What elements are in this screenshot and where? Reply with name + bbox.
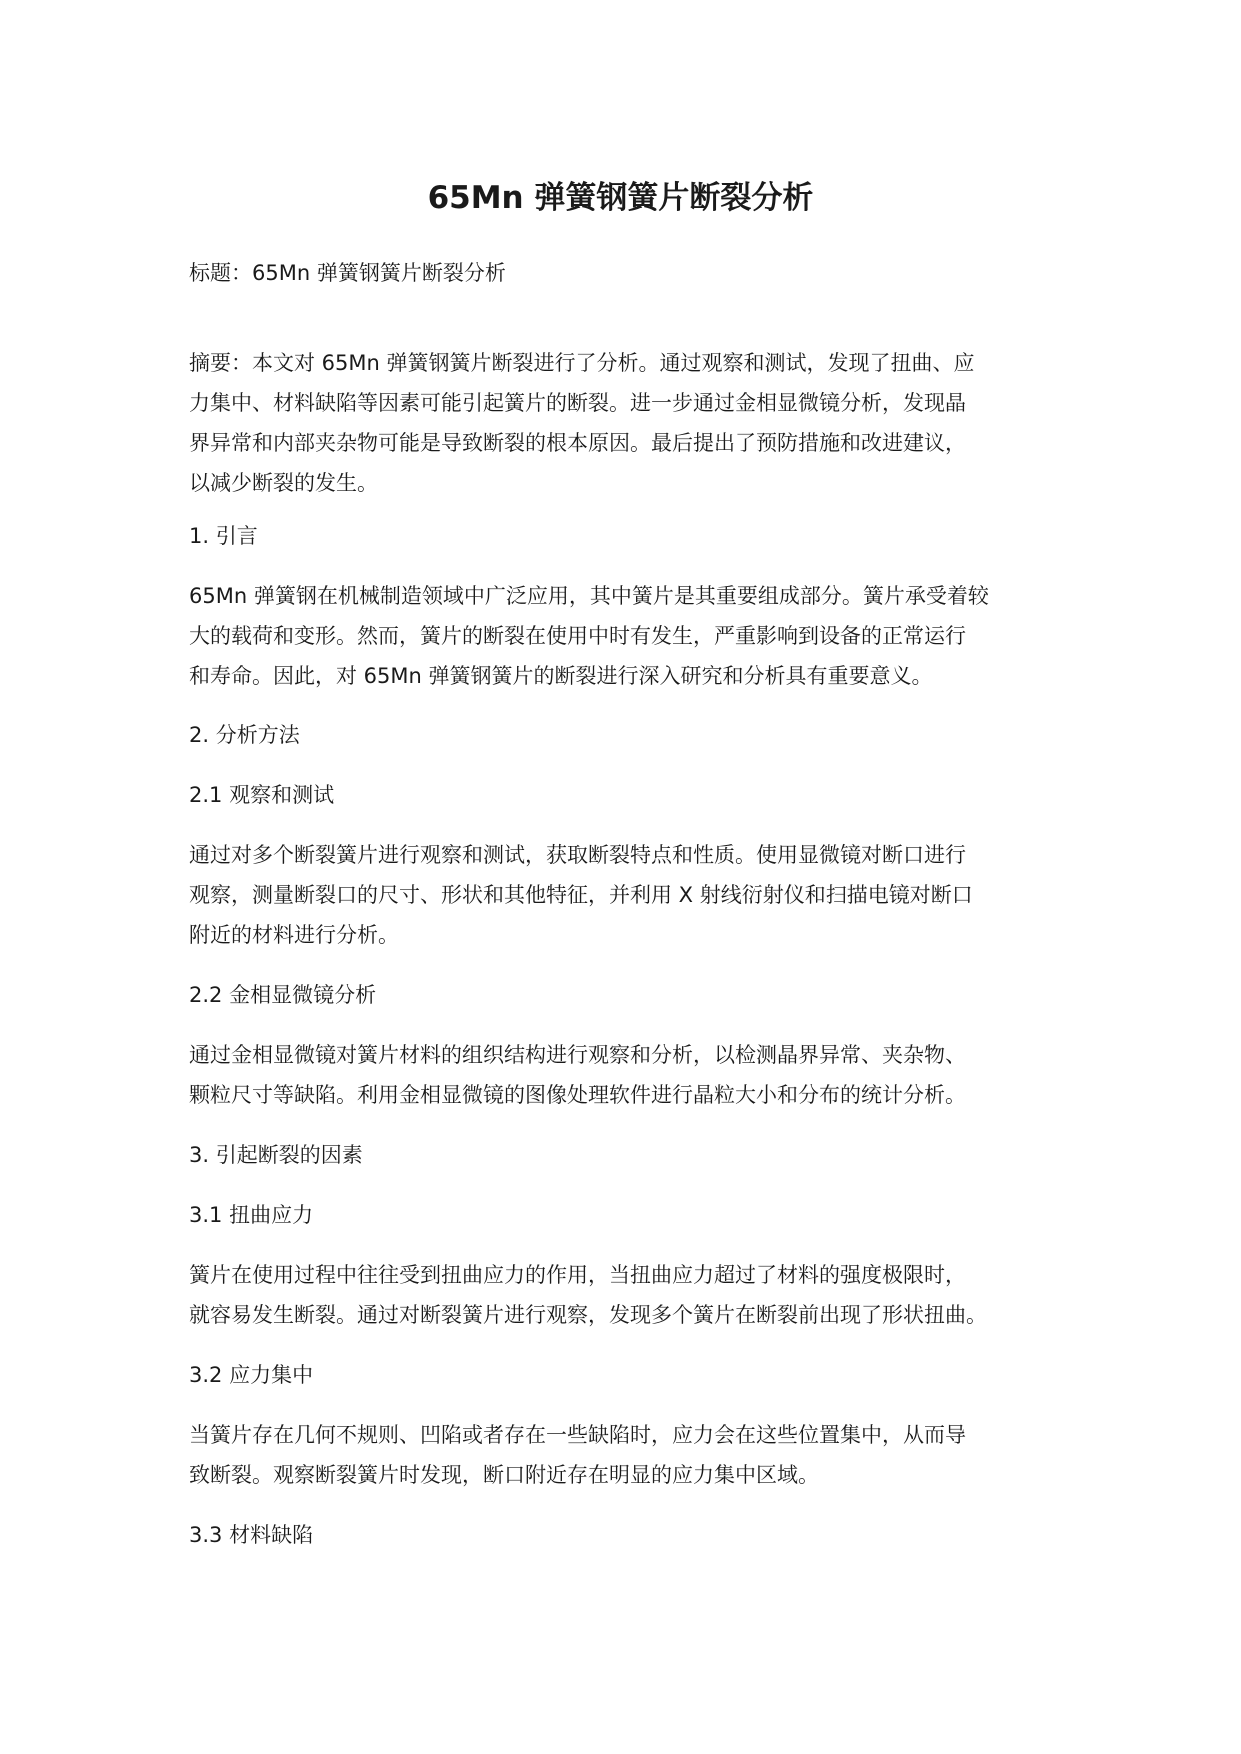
- paragraph-line: 通过金相显微镜对簧片材料的组织结构进行观察和分析，以检测晶界异常、夹杂物、: [189, 1043, 966, 1067]
- paragraph-line: 颗粒尺寸等缺陷。利用金相显微镜的图像处理软件进行晶粒大小和分布的统计分析。: [189, 1083, 966, 1107]
- section-2-1-paragraph: [189, 835, 1069, 955]
- paragraph-line: 簧片在使用过程中往往受到扭曲应力的作用，当扭曲应力超过了材料的强度极限时，: [189, 1263, 966, 1287]
- paragraph-line: 观察，测量断裂口的尺寸、形状和其他特征，并利用 X 射线衍射仪和扫描电镜对断口: [189, 883, 973, 907]
- section-3-heading: 3. 引起断裂的因素: [189, 1143, 363, 1167]
- paragraph-line: 65Mn 弹簧钢在机械制造领域中广泛应用，其中簧片是其重要组成部分。簧片承受着较: [189, 584, 989, 608]
- section-1-heading: 1. 引言: [189, 524, 258, 548]
- section-3-1-heading: 3.1 扭曲应力: [189, 1203, 314, 1227]
- section-3-1-paragraph: [189, 1255, 1069, 1335]
- abstract-line: 摘要：本文对 65Mn 弹簧钢簧片断裂进行了分析。通过观察和测试，发现了扭曲、应: [189, 351, 975, 375]
- abstract-paragraph: [189, 343, 1069, 503]
- section-2-2-paragraph: [189, 1035, 1069, 1115]
- paragraph-line: 当簧片存在几何不规则、凹陷或者存在一些缺陷时，应力会在这些位置集中，从而导: [189, 1423, 966, 1447]
- abstract-line: 界异常和内部夹杂物可能是导致断裂的根本原因。最后提出了预防措施和改进建议，: [189, 431, 966, 455]
- section-3-2-heading: 3.2 应力集中: [189, 1363, 314, 1387]
- paragraph-line: 致断裂。观察断裂簧片时发现，断口附近存在明显的应力集中区域。: [189, 1463, 819, 1487]
- paragraph-line: 就容易发生断裂。通过对断裂簧片进行观察，发现多个簧片在断裂前出现了形状扭曲。: [189, 1303, 987, 1327]
- abstract-line: 以减少断裂的发生。: [189, 471, 378, 495]
- document-title: 65Mn 弹簧钢簧片断裂分析: [427, 180, 814, 216]
- paragraph-line: 大的载荷和变形。然而，簧片的断裂在使用中时有发生，严重影响到设备的正常运行: [189, 624, 966, 648]
- section-1-paragraph: [189, 576, 1069, 696]
- section-2-heading: 2. 分析方法: [189, 723, 300, 747]
- section-3-2-paragraph: [189, 1415, 1069, 1495]
- title-line: 标题：65Mn 弹簧钢簧片断裂分析: [189, 261, 506, 285]
- abstract-line: 力集中、材料缺陷等因素可能引起簧片的断裂。进一步通过金相显微镜分析，发现晶: [189, 391, 966, 415]
- paragraph-line: 和寿命。因此，对 65Mn 弹簧钢簧片的断裂进行深入研究和分析具有重要意义。: [189, 664, 933, 688]
- section-2-1-heading: 2.1 观察和测试: [189, 783, 335, 807]
- paragraph-line: 附近的材料进行分析。: [189, 923, 399, 947]
- section-2-2-heading: 2.2 金相显微镜分析: [189, 983, 377, 1007]
- paragraph-line: 通过对多个断裂簧片进行观察和测试，获取断裂特点和性质。使用显微镜对断口进行: [189, 843, 966, 867]
- section-3-3-heading: 3.3 材料缺陷: [189, 1523, 314, 1547]
